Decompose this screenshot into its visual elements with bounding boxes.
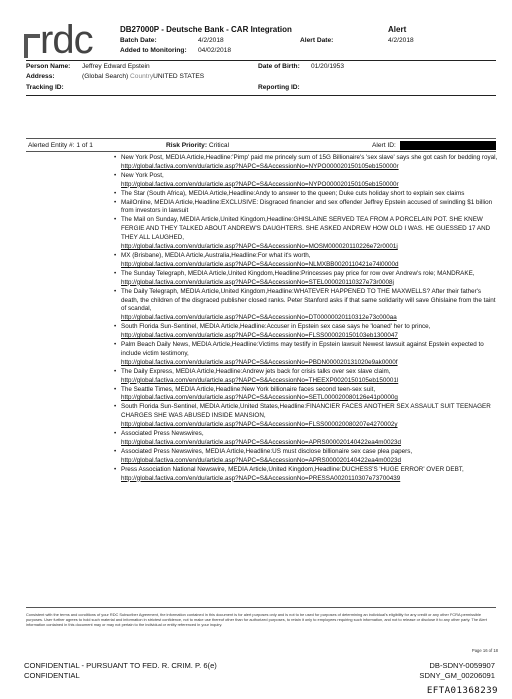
address-country-label: Country (130, 73, 154, 80)
report-title: DB27000P - Deutsche Bank - CAR Integration (120, 25, 292, 34)
alert-top-divider (26, 138, 496, 139)
article-text: The Daily Telegraph, MEDIA Article,United Kingdom,Headline:WHATEVER HAPPENED TO THE MAXWELLS? After their father's death, the children of the disgraced publisher closed ranks. Peter Stanford asks if that same solidarity will save Ghislaine from the taint of scandal, (121, 287, 496, 313)
risk-priority-label: Risk Priority: (166, 142, 208, 149)
person-divider (26, 95, 496, 96)
dob-value: 01/20/1953 (311, 63, 345, 70)
article-link[interactable]: http://global.factiva.com/en/du/article.asp?NAPC=S&AccessionNo=THEEXP0020150105eb150001l (121, 376, 399, 384)
reporting-id-label: Reporting ID: (258, 84, 300, 91)
batch-date-label: Batch Date: (120, 37, 157, 44)
bullet-icon: • (114, 385, 117, 393)
header-divider (26, 60, 496, 61)
bullet-icon: • (114, 269, 117, 277)
article-link[interactable]: http://global.factiva.com/en/du/article.asp?NAPC=S&AccessionNo=SETL000020080126e41p0000g (121, 394, 398, 402)
tracking-id-label: Tracking ID: (26, 84, 64, 91)
media-article-list (114, 154, 500, 484)
address-prefix: (Global Search) (82, 73, 129, 80)
disclaimer-text: Consistent with the terms and conditions of your RDC Subscriber Agreement, the information contained in this document is for alert purposes only and is not to be used for purposes of determining an individual's eligibility for any credit or any other FCRA permissible purposes. User further agrees to hold such material and information in strictest confidence, not to make use thereof other than for authorized purposes, to retain it only to employees requiring such information, and not to release or disclose it to any other party. The Alert information contained in this document may or may not pertain to the individual or entity referenced in your inquiry. (26, 612, 487, 627)
article-link[interactable]: http://global.factiva.com/en/du/article.asp?NAPC=S&AccessionNo=STEL000020110327e73r0008j (121, 278, 394, 286)
footer-left (24, 661, 217, 681)
list-item (114, 323, 500, 341)
alert-date-label: Alert Date: (300, 37, 334, 44)
bullet-icon: • (114, 171, 117, 179)
risk-priority (166, 142, 229, 149)
redaction-box (400, 141, 496, 150)
confidential-notice: CONFIDENTIAL - PURSUANT TO FED. R. CRIM. P. 6(e) (24, 661, 217, 670)
list-item (114, 341, 500, 368)
alerted-entity-label: Alerted Entity #: (28, 142, 75, 149)
bullet-icon: • (114, 189, 117, 197)
bates-number-db: DB-SDNY-0059907 (429, 661, 495, 670)
bullet-icon: • (114, 341, 117, 349)
list-item (114, 466, 500, 484)
article-link[interactable]: http://global.factiva.com/en/du/article.asp?NAPC=S&AccessionNo=MOSM000020110226e72r0001j (121, 243, 398, 251)
article-text: New York Post, MEDIA Article,Headline:'Pimp' paid me princely sum of 15G Billionaire's 'sex slave' says she got cash for bedding royal, (121, 154, 498, 161)
alerted-entity (28, 142, 93, 149)
article-link[interactable]: http://global.factiva.com/en/du/article.asp?NAPC=S&AccessionNo=APRS000020140422ea4m0023d (121, 439, 402, 446)
list-item (114, 199, 500, 217)
article-link[interactable]: http://global.factiva.com/en/du/article.asp?NAPC=S&AccessionNo=NYPO000020150105eb150000r (121, 180, 399, 188)
list-item (114, 270, 500, 288)
rdc-logo (24, 18, 116, 64)
article-text: Press Association National Newswire, MEDIA Article,United Kingdom,Headline:DUCHESS'S 'HUGE ERROR' OVER DEBT, (121, 465, 464, 473)
article-text: Associated Press Newswires, MEDIA Article,Headline:US must disclose billionaire sex case plea papers, (121, 447, 413, 455)
address-label: Address: (26, 73, 55, 80)
article-link[interactable]: http://global.factiva.com/en/du/article.asp?NAPC=S&AccessionNo=PRESSA0020110307e73700439 (121, 474, 401, 482)
article-link[interactable]: http://global.factiva.com/en/du/article.asp?NAPC=S&AccessionNo=FLSS000020150103eb1300047 (121, 332, 398, 340)
article-link[interactable]: http://global.factiva.com/en/du/article.asp?NAPC=S&AccessionNo=FLSS000020080207e4270002y (121, 421, 398, 429)
article-text: South Florida Sun-Sentinel, MEDIA Article,United States,Headline:FINANCIER FACES ANOTHER SEX ASSAULT SUIT TEENAGER CHARGES SHE WAS ABUSED INSIDE MANSION, (121, 403, 491, 420)
article-text: Associated Press Newswires, (121, 430, 204, 438)
added-to-monitoring-value: 04/02/2018 (198, 47, 232, 54)
bullet-icon: • (114, 323, 117, 331)
alert-bottom-divider (26, 151, 496, 152)
list-item (114, 386, 500, 404)
list-item (114, 190, 500, 199)
article-text: New York Post, (121, 171, 164, 179)
article-link[interactable]: http://global.factiva.com/en/du/article.asp?NAPC=S&AccessionNo=PBDN000020131020e9ak0000f (121, 358, 398, 366)
article-text: Palm Beach Daily News, MEDIA Article,Headline:Victims may testify in Epstein lawsuit Newest lawsuit against Epstein expected to include victim testimony, (121, 341, 484, 357)
article-text: The Mail on Sunday, MEDIA Article,United Kingdom,Headline:GHISLAINE SERVED TEA FROM A PORCELAIN POT. SHE KNEW FERGIE AND THEY TALKED ABOUT ANDREW'S DAUGHTERS. SHE ASKED ANDREW HOW OLD I WAS. HE GUESSED 17 AND THEY ALL LAUGHED, (121, 216, 491, 242)
bullet-icon: • (114, 465, 117, 473)
list-item (114, 252, 500, 270)
bullet-icon: • (114, 251, 117, 259)
bullet-icon: • (114, 430, 117, 438)
article-text: The Seattle Times, MEDIA Article,Headline:New York billionaire faces second teen-sex suit, (121, 385, 376, 393)
alert-title: Alert (388, 25, 407, 34)
bullet-icon: • (114, 403, 117, 411)
dob-label: Date of Birth: (258, 63, 300, 70)
bullet-icon: • (114, 154, 117, 161)
alerted-entity-value: 1 of 1 (76, 142, 93, 149)
article-text: The Daily Express, MEDIA Article,Headline:Andrew jets back for crisis talks over sex slave claim, (121, 367, 391, 375)
disclaimer-divider (26, 607, 496, 608)
article-link[interactable]: http://global.factiva.com/en/du/article.asp?NAPC=S&AccessionNo=APRS000020140422ea4m0023d (121, 456, 402, 464)
person-name-label: Person Name: (26, 63, 71, 70)
article-link[interactable]: http://global.factiva.com/en/du/article.asp?NAPC=S&AccessionNo=DT00000020110312e73c000aa (121, 314, 397, 322)
list-item (114, 216, 500, 252)
bates-number-sdny: SDNY_GM_00206091 (419, 671, 495, 680)
added-to-monitoring-label: Added to Monitoring: (120, 47, 187, 54)
list-item (114, 430, 500, 448)
article-text: MailOnline, MEDIA Article,Headline:EXCLUSIVE: Disgraced financier and sex offender Jeffrey Epstein accused of swindling $1 billion from investors in lawsuit (121, 198, 493, 215)
confidential-label: CONFIDENTIAL (24, 671, 80, 680)
alert-id-label: Alert ID: (372, 142, 396, 149)
logo-text: rdc (40, 18, 93, 62)
address-value (82, 73, 204, 80)
bullet-icon: • (114, 287, 117, 295)
article-text: South Florida Sun-Sentinel, MEDIA Article,Headline:Accuser in Epstein sex case says he 'loaned' her to prince, (121, 323, 431, 331)
list-item (114, 448, 500, 466)
risk-priority-value: Critical (208, 142, 230, 149)
list-item (114, 403, 500, 430)
batch-date-value: 4/2/2018 (198, 37, 224, 44)
alert-date-value: 4/2/2018 (388, 37, 414, 44)
article-text: MX (Brisbane), MEDIA Article,Australia,Headline:For what it's worth, (121, 251, 311, 259)
list-item (114, 288, 500, 324)
list-item (114, 368, 500, 386)
bullet-icon: • (114, 447, 117, 455)
person-name-value: Jeffrey Edward Epstein (82, 63, 150, 70)
list-item (114, 154, 500, 172)
footer-right (419, 661, 495, 681)
efta-number: EFTA01368239 (426, 685, 498, 696)
article-link[interactable]: http://global.factiva.com/en/du/article.asp?NAPC=S&AccessionNo=NYPO000020150105eb150000r (121, 162, 399, 170)
bullet-icon: • (114, 198, 117, 206)
article-text: The Sunday Telegraph, MEDIA Article,United Kingdom,Headline:Princesses pay price for row over Andrew's role; MANDRAKE, (121, 269, 475, 277)
bullet-icon: • (114, 216, 117, 224)
page-number: Page 16 of 18 (471, 648, 498, 653)
article-link[interactable]: http://global.factiva.com/en/du/article.asp?NAPC=S&AccessionNo=NLMXBB0020110421e74l0000d (121, 260, 399, 268)
logo-bracket (24, 34, 40, 58)
bullet-icon: • (114, 367, 117, 375)
list-item (114, 172, 500, 190)
address-country: UNITED STATES (153, 73, 205, 80)
article-text: The Star (South Africa), MEDIA Article,Headline:Andy to answer to the queen; Duke cuts holiday short to explain sex claims (121, 189, 465, 197)
